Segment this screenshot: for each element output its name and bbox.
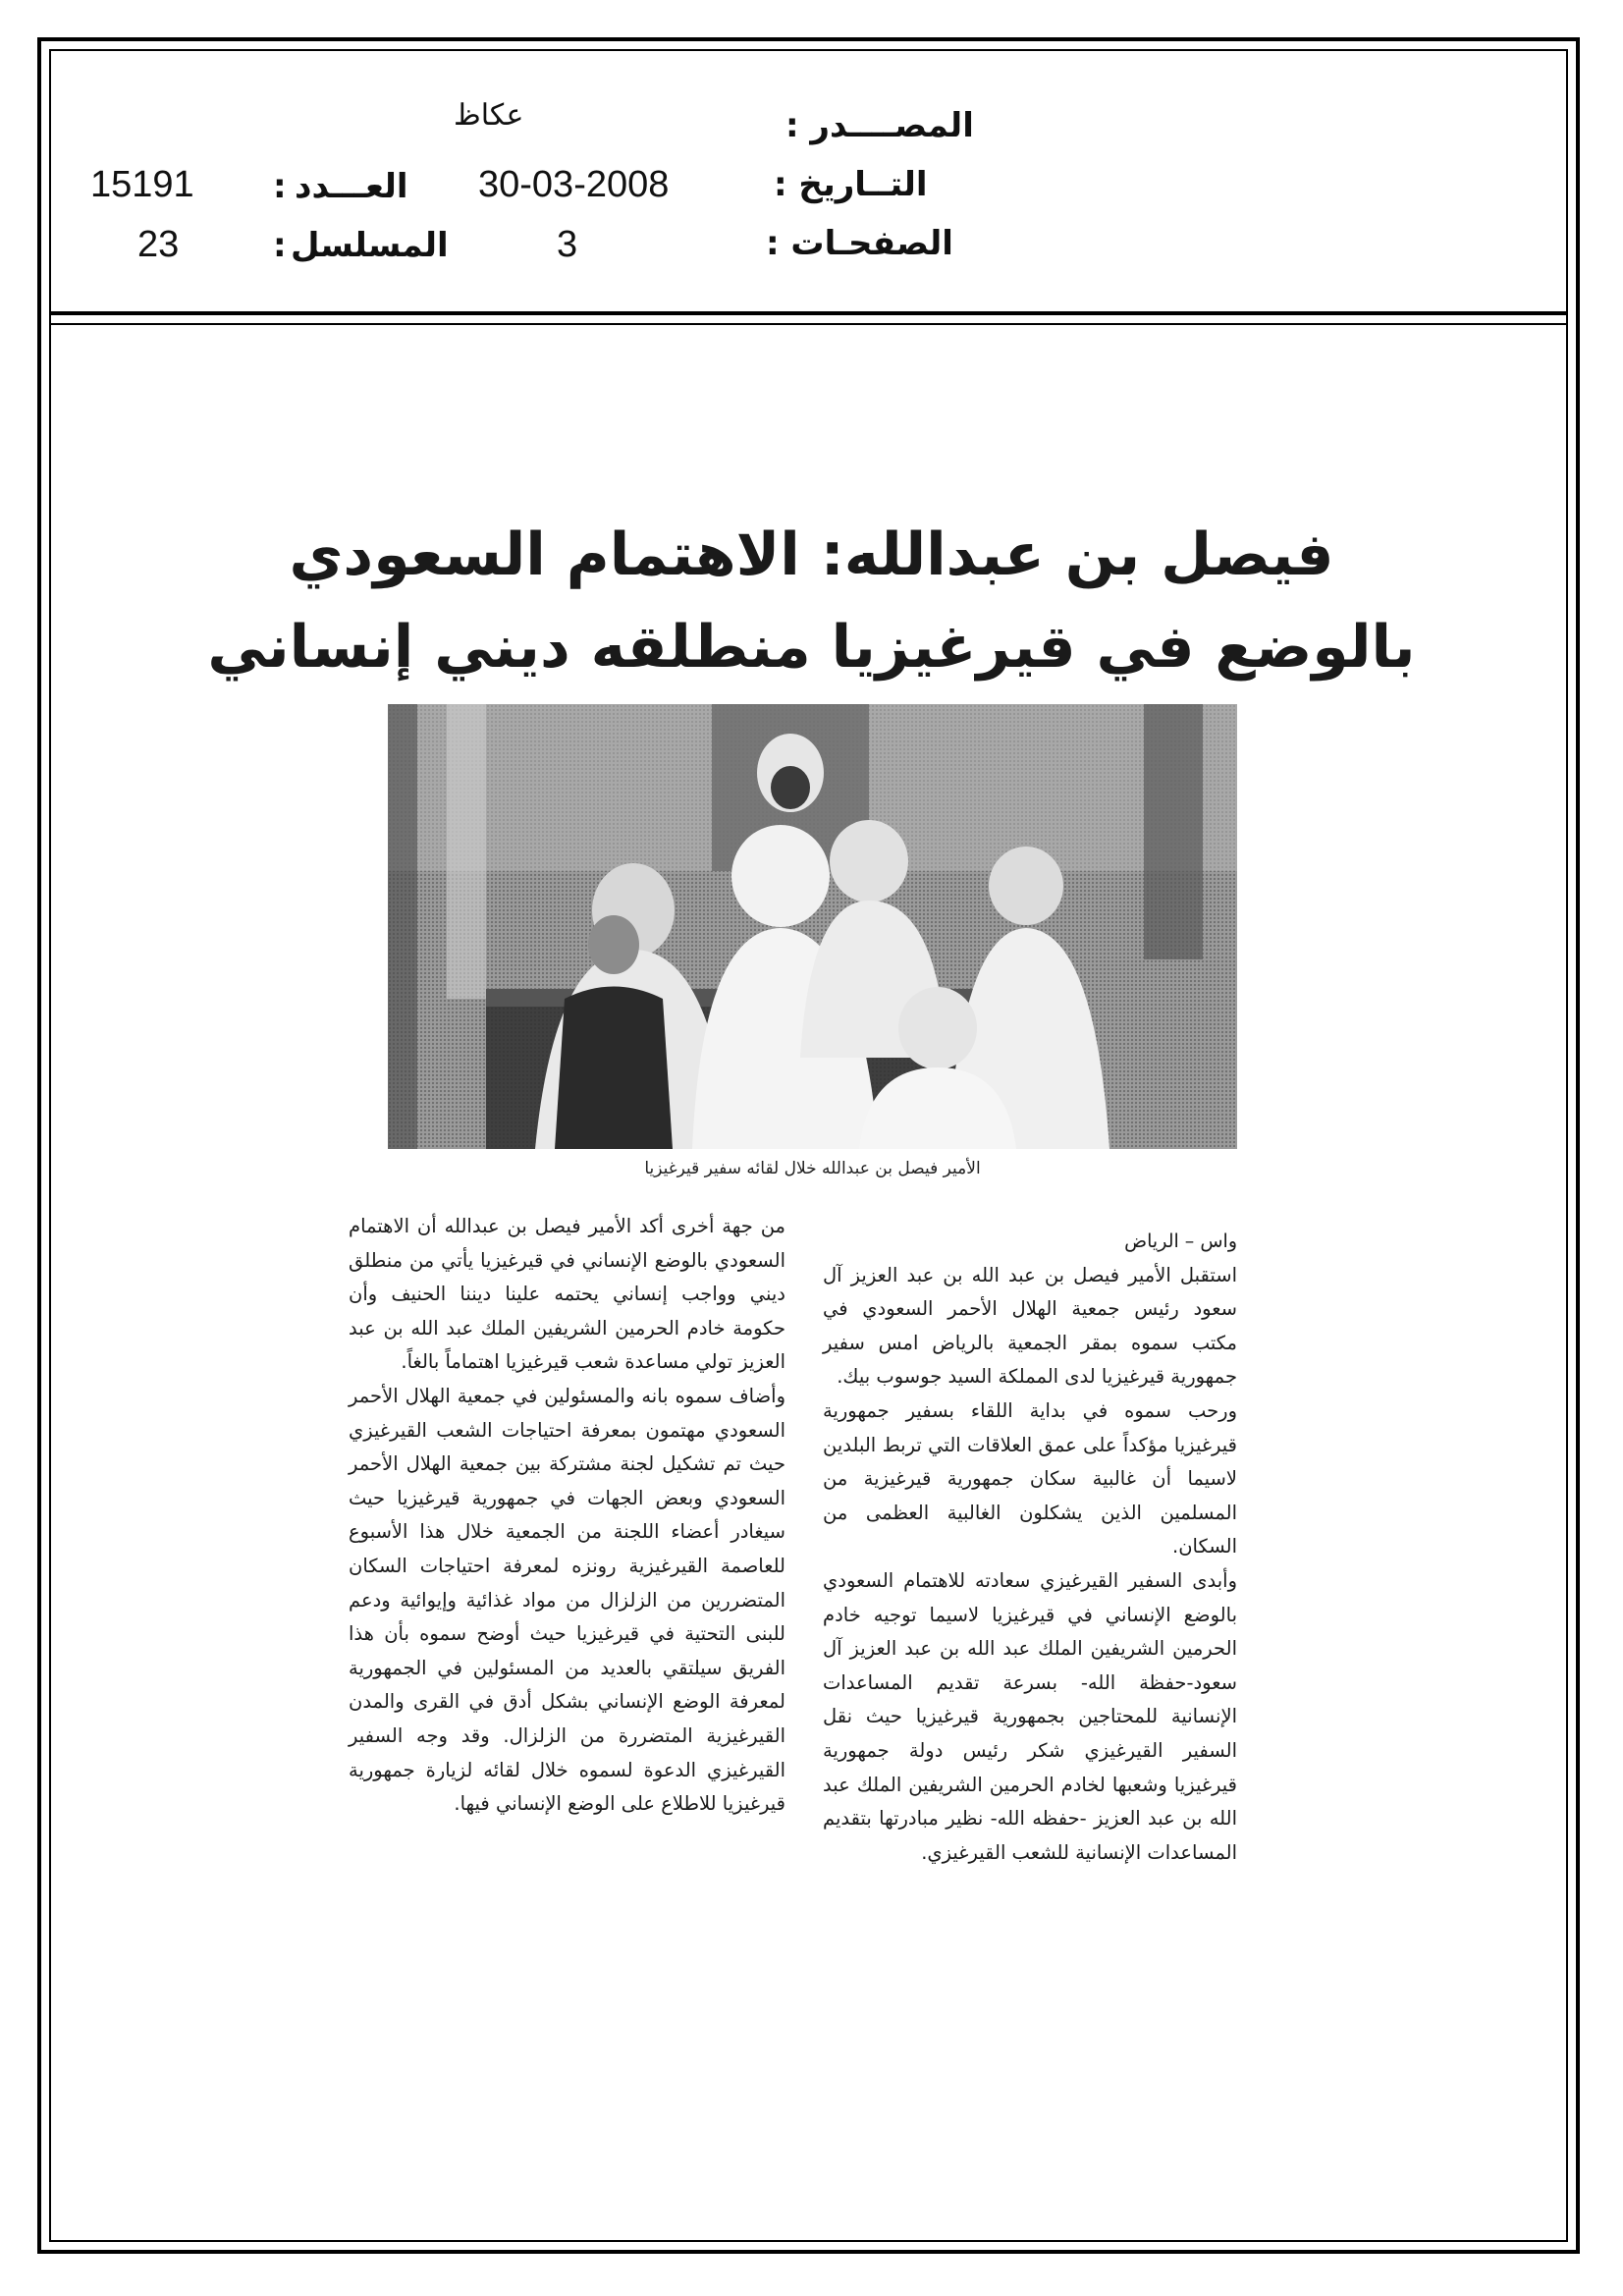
photo-caption: الأمير فيصل بن عبدالله خلال لقائه سفير قيرغيزيا	[644, 1159, 981, 1178]
pages-value: 3	[557, 224, 578, 265]
serial-label: المسلسل	[291, 226, 449, 265]
issue-value: 15191	[90, 164, 194, 205]
header-divider	[49, 311, 1568, 315]
paragraph: استقبل الأمير فيصل بن عبد الله بن عبد العزيز آل سعود رئيس جمعية الهلال الأحمر السعودي في مكتب سموه بمقر الجمعية بالرياض امس سفير جمهورية قيرغيزيا لدى المملكة السيد جوسوب بيك.	[823, 1263, 1237, 1389]
issue-label: العـــدد	[295, 167, 408, 206]
article-photo	[388, 704, 1237, 1149]
header-divider-inner	[49, 323, 1568, 325]
paragraph: وأبدى السفير القيرغيزي سعادته للاهتمام السعودي بالوضع الإنساني في قيرغيزيا لاسيما توجيه خادم الحرمين الشريفين الملك عبد الله بن عبد العزيز آل سعود-حفظة الله- بسرعة تقديم المساعدات الإنسانية للمحتاجين بجمهورية قيرغيزيا حيث نقل السفير القيرغيزي شكر رئيس دولة جمهورية قيرغيزيا وشعبها لخادم الحرمين الشريفين الملك عبد الله بن عبد العزيز -حفظه الله- نظير مبادرتها بتقديم المساعدات الإنسانية للشعب القيرغيزي.	[823, 1568, 1237, 1864]
source-label: المصــــدر :	[785, 106, 974, 145]
date-value: 30-03-2008	[478, 164, 670, 205]
article-column-left	[349, 1210, 785, 1822]
pages-label: الصفحـات :	[766, 224, 953, 263]
date-label: التــاريخ :	[774, 165, 928, 204]
paragraph: وأضاف سموه بانه والمسئولين في جمعية الهلال الأحمر السعودي مهتمون بمعرفة احتياجات الشعب القيرغيزي حيث تم تشكيل لجنة مشتركة بين جمعية الهلال الأحمر السعودي وبعض الجهات في جمهورية قيرغيزيا حيث سيغادر أعضاء اللجنة من الجمعية خلال هذا الأسبوع للعاصمة القيرغيزية رونزه لمعرفة احتياجات السكان المتضررين من الزلزال من مواد غذائية وإيوائية ودعم للبنى التحتية في قيرغيزيا حيث أوضح سموه بأن هذا الفريق سيلتقي بالعديد من المسئولين في الجمهورية لمعرفة الوضع الإنساني بشكل أدق في القرى والمدن القيرغيزية المتضررة من الزلزال. وقد وجه السفير القيرغيزي الدعوة لسموه خلال لقائه لزيارة جمهورية قيرغيزيا للاطلاع على الوضع الإنساني فيها.	[349, 1384, 785, 1816]
issue-separator: :	[273, 167, 287, 206]
photo-scene	[388, 704, 1237, 1149]
headline-line-2: بالوضع في قيرغيزيا منطلقه ديني إنساني	[207, 613, 1416, 682]
article-column-right	[823, 1225, 1237, 1870]
paragraph: من جهة أخرى أكد الأمير فيصل بن عبدالله أن الاهتمام السعودي بالوضع الإنساني في قيرغيزيا يأتي من منطلق ديني وواجب إنساني يحتمه علينا ديننا الحنيف وأن حكومة خادم الحرمين الشريفين الملك عبد الله بن عبد العزيز تولي مساعدة شعب قيرغيزيا اهتماماً بالغاً.	[349, 1215, 785, 1374]
dateline: واس – الرياض	[1124, 1230, 1237, 1252]
source-value: عكاظ	[454, 99, 524, 132]
paragraph: ورحب سموه في بداية اللقاء بسفير جمهورية قيرغيزيا مؤكداً على عمق العلاقات التي تربط البلدين لاسيما أن غالبية سكان جمهورية قيرغيزية من المسلمين الذين يشكلون الغالبية العظمى من السكان.	[823, 1398, 1237, 1558]
serial-separator: :	[273, 226, 287, 265]
serial-value: 23	[137, 224, 180, 265]
headline-line-1: فيصل بن عبدالله: الاهتمام السعودي	[289, 520, 1334, 589]
